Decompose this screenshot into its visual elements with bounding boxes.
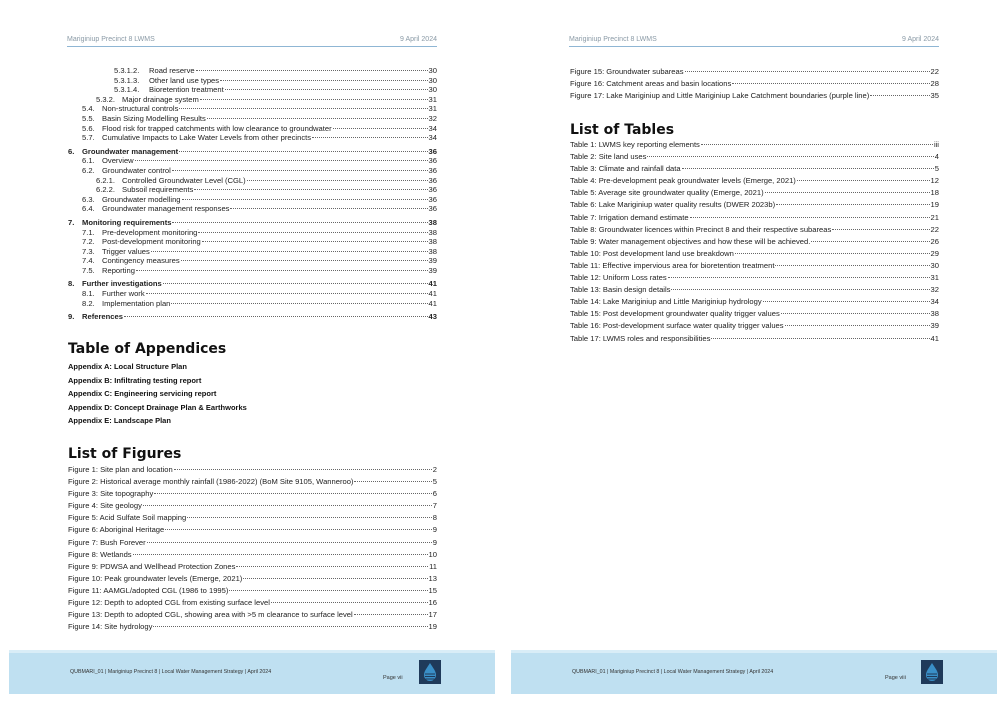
appendix-item[interactable]: Appendix C: Engineering servicing report bbox=[68, 389, 217, 399]
toc-number: 7.4. bbox=[82, 256, 95, 266]
leader-dots bbox=[333, 128, 428, 129]
toc-entry[interactable] bbox=[68, 156, 437, 166]
figure-entry-page: 15 bbox=[428, 585, 437, 595]
table-entry[interactable] bbox=[570, 260, 939, 272]
leader-dots bbox=[354, 614, 428, 615]
figures-heading: List of Figures bbox=[68, 446, 182, 462]
leader-dots bbox=[763, 301, 930, 302]
toc-page: 34 bbox=[428, 123, 437, 133]
toc-page: 38 bbox=[428, 217, 437, 227]
table-entry-title: Table 12: Uniform Loss rates bbox=[570, 273, 667, 283]
table-entry-title: Table 13: Basin design details bbox=[570, 285, 671, 295]
toc-title: Major drainage system bbox=[122, 94, 199, 104]
leader-dots bbox=[194, 189, 427, 190]
toc-page: 31 bbox=[428, 104, 437, 114]
toc-entry[interactable] bbox=[68, 299, 437, 309]
table-entry-title: Table 14: Lake Mariginiup and Little Mariginiup hydrology bbox=[570, 297, 762, 307]
table-entry-page: 34 bbox=[930, 297, 939, 307]
water-drop-logo-icon bbox=[419, 660, 441, 684]
toc-page: 38 bbox=[428, 246, 437, 256]
figure-entry-title: Figure 8: Wetlands bbox=[68, 549, 132, 559]
toc-page: 30 bbox=[428, 75, 437, 85]
leader-dots bbox=[225, 89, 428, 90]
toc-title: Subsoil requirements bbox=[122, 185, 194, 195]
toc-page: 43 bbox=[428, 312, 437, 322]
table-entry[interactable] bbox=[570, 236, 939, 248]
toc-page: 36 bbox=[428, 156, 437, 166]
toc-entry[interactable] bbox=[68, 312, 437, 322]
leader-dots bbox=[690, 217, 930, 218]
figure-entry[interactable] bbox=[68, 597, 437, 609]
tables-heading: List of Tables bbox=[570, 122, 675, 138]
toc-title: Other land use types bbox=[149, 75, 220, 85]
leader-dots bbox=[247, 180, 428, 181]
table-entry-page: 18 bbox=[930, 188, 939, 198]
tables-section bbox=[570, 122, 939, 345]
leader-dots bbox=[870, 95, 929, 96]
header-date: 9 April 2024 bbox=[902, 36, 939, 43]
leader-dots bbox=[271, 602, 428, 603]
appendix-item[interactable]: Appendix A: Local Structure Plan bbox=[68, 362, 187, 371]
toc-entry[interactable] bbox=[68, 114, 437, 124]
figure-entry-page: 16 bbox=[428, 598, 437, 608]
figure-entry[interactable] bbox=[68, 585, 437, 597]
toc-page: 36 bbox=[428, 175, 437, 185]
toc-entry[interactable] bbox=[68, 247, 437, 257]
figure-entry[interactable] bbox=[570, 78, 939, 90]
toc-title: Controlled Groundwater Level (CGL) bbox=[122, 175, 246, 185]
leader-dots bbox=[682, 168, 934, 169]
figure-entry[interactable] bbox=[68, 488, 437, 500]
toc-title: Further investigations bbox=[82, 279, 162, 289]
leader-dots bbox=[735, 253, 930, 254]
figure-entry-title: Figure 16: Catchment areas and basin locations bbox=[570, 79, 732, 89]
toc-title: Reporting bbox=[102, 265, 135, 275]
table-entry[interactable] bbox=[570, 308, 939, 320]
figure-entry-title: Figure 2: Historical average monthly rainfall (1986-2022) (BoM Site 9105, Wanneroo) bbox=[68, 477, 354, 487]
toc-page: 31 bbox=[428, 94, 437, 104]
toc-entry[interactable] bbox=[68, 66, 437, 76]
leader-dots bbox=[136, 270, 428, 271]
table-entry[interactable] bbox=[570, 212, 939, 224]
figure-entry-page: 5 bbox=[432, 477, 437, 487]
figure-entry-title: Figure 9: PDWSA and Wellhead Protection Zones bbox=[68, 561, 236, 571]
figure-entry-title: Figure 12: Depth to adopted CGL from existing surface level bbox=[68, 598, 270, 608]
table-entry-title: Table 3: Climate and rainfall data bbox=[570, 164, 681, 174]
figure-entry[interactable] bbox=[68, 561, 437, 573]
leader-dots bbox=[133, 554, 428, 555]
toc-entry[interactable] bbox=[68, 228, 437, 238]
toc-entry[interactable] bbox=[68, 218, 437, 228]
toc-page: 39 bbox=[428, 265, 437, 275]
footer-text: QUBMARI_01 | Mariginiup Precinct 8 | Local Water Management Strategy | April 2024 bbox=[572, 669, 774, 675]
toc-entry[interactable] bbox=[68, 237, 437, 247]
figure-entry-page: 10 bbox=[428, 549, 437, 559]
table-entry[interactable] bbox=[570, 333, 939, 345]
toc-page: 41 bbox=[428, 298, 437, 308]
figure-entry-page: 28 bbox=[930, 79, 939, 89]
toc-number: 7.1. bbox=[82, 227, 95, 237]
figure-entry[interactable] bbox=[68, 464, 437, 476]
toc-page: 41 bbox=[428, 279, 437, 289]
appendices-section bbox=[68, 341, 437, 428]
header-title: Mariginiup Precinct 8 LWMS bbox=[67, 36, 155, 43]
figure-entry-title: Figure 17: Lake Mariginiup and Little Mariginiup Lake Catchment boundaries (purple line) bbox=[570, 91, 870, 101]
table-entry-title: Table 5: Average site groundwater quality (Emerge, 2021) bbox=[570, 188, 764, 198]
table-of-contents bbox=[68, 66, 437, 322]
leader-dots bbox=[179, 151, 427, 152]
toc-number: 5.6. bbox=[82, 123, 95, 133]
leader-dots bbox=[776, 204, 929, 205]
page-footer bbox=[9, 650, 495, 694]
leader-dots bbox=[230, 208, 427, 209]
table-entry-title: Table 2: Site land uses bbox=[570, 152, 647, 162]
toc-number: 5.3.1.4. bbox=[114, 85, 140, 95]
toc-number: 5.4. bbox=[82, 104, 95, 114]
leader-dots bbox=[701, 144, 933, 145]
toc-entry[interactable] bbox=[68, 133, 437, 143]
leader-dots bbox=[187, 517, 432, 518]
table-entry-title: Table 6: Lake Mariginiup water quality results (DWER 2023b) bbox=[570, 200, 776, 210]
figure-entry-page: 35 bbox=[930, 91, 939, 101]
figure-entry[interactable] bbox=[68, 549, 437, 561]
toc-number: 5.7. bbox=[82, 133, 95, 143]
figure-entry[interactable] bbox=[570, 90, 939, 102]
figure-entry-title: Figure 6: Aboriginal Heritage bbox=[68, 525, 165, 535]
figure-entry[interactable] bbox=[68, 476, 437, 488]
leader-dots bbox=[124, 316, 428, 317]
leader-dots bbox=[797, 180, 930, 181]
figure-entry-title: Figure 15: Groundwater subareas bbox=[570, 67, 684, 76]
toc-number: 8.1. bbox=[82, 289, 95, 299]
leader-dots bbox=[151, 251, 428, 252]
figure-entry-title: Figure 10: Peak groundwater levels (Emerge, 2021) bbox=[68, 573, 243, 583]
toc-title: Basin Sizing Modelling Results bbox=[102, 113, 206, 123]
figure-list-continued bbox=[570, 66, 939, 102]
figure-entry-title: Figure 4: Site geology bbox=[68, 501, 142, 511]
toc-title: Further work bbox=[102, 289, 145, 299]
toc-entry[interactable] bbox=[68, 166, 437, 176]
leader-dots bbox=[811, 241, 929, 242]
toc-title: References bbox=[82, 312, 123, 322]
toc-number: 7. bbox=[68, 217, 75, 227]
leader-dots bbox=[229, 590, 427, 591]
figure-entry-page: 13 bbox=[428, 573, 437, 583]
toc-page: 36 bbox=[428, 204, 437, 214]
figures-section bbox=[68, 446, 437, 633]
table-entry[interactable] bbox=[570, 284, 939, 296]
table-entry[interactable] bbox=[570, 199, 939, 211]
leader-dots bbox=[647, 156, 933, 157]
toc-number: 6. bbox=[68, 146, 75, 156]
leader-dots bbox=[146, 293, 428, 294]
figure-entry-title: Figure 7: Bush Forever bbox=[68, 537, 146, 547]
leader-dots bbox=[765, 192, 930, 193]
toc-page: 34 bbox=[428, 133, 437, 143]
leader-dots bbox=[200, 99, 428, 100]
toc-page: 36 bbox=[428, 194, 437, 204]
toc-number: 6.2. bbox=[82, 165, 95, 175]
table-entry-page: iii bbox=[933, 140, 939, 149]
right-page bbox=[502, 0, 1003, 701]
toc-page: 39 bbox=[428, 256, 437, 266]
table-entry-page: 21 bbox=[930, 212, 939, 222]
table-entry-page: 19 bbox=[930, 200, 939, 210]
toc-number: 6.4. bbox=[82, 204, 95, 214]
toc-entry[interactable] bbox=[68, 85, 437, 95]
leader-dots bbox=[202, 241, 428, 242]
figure-entry-page: 17 bbox=[428, 610, 437, 620]
figure-entry[interactable] bbox=[68, 500, 437, 512]
toc-entry[interactable] bbox=[68, 256, 437, 266]
leader-dots bbox=[668, 277, 930, 278]
leader-dots bbox=[182, 199, 428, 200]
figure-entry-page: 22 bbox=[930, 67, 939, 76]
table-entry-page: 4 bbox=[934, 152, 939, 162]
toc-title: Flood risk for trapped catchments with low clearance to groundwater bbox=[102, 123, 332, 133]
leader-dots bbox=[172, 222, 427, 223]
table-list bbox=[570, 139, 939, 345]
figure-entry-title: Figure 14: Site hydrology bbox=[68, 622, 153, 632]
toc-title: Groundwater management bbox=[82, 146, 179, 156]
table-entry[interactable] bbox=[570, 224, 939, 236]
toc-title: Monitoring requirements bbox=[82, 217, 172, 227]
figure-entry[interactable] bbox=[68, 512, 437, 524]
toc-number: 5.3.1.3. bbox=[114, 75, 140, 85]
figure-entry-title: Figure 13: Depth to adopted CGL, showing area with >5 m clearance to surface level bbox=[68, 610, 353, 620]
leader-dots bbox=[196, 70, 428, 71]
leader-dots bbox=[153, 626, 427, 627]
leader-dots bbox=[179, 108, 427, 109]
toc-entry[interactable] bbox=[68, 195, 437, 205]
figure-entry-page: 9 bbox=[432, 525, 437, 535]
toc-title: Groundwater modelling bbox=[102, 194, 181, 204]
toc-entry[interactable] bbox=[68, 76, 437, 86]
leader-dots bbox=[207, 118, 428, 119]
toc-title: Trigger values bbox=[102, 246, 150, 256]
water-drop-logo-icon bbox=[921, 660, 943, 684]
leader-dots bbox=[671, 289, 929, 290]
leader-dots bbox=[354, 481, 431, 482]
leader-dots bbox=[312, 137, 427, 138]
leader-dots bbox=[143, 505, 432, 506]
table-entry-page: 32 bbox=[930, 285, 939, 295]
table-entry-title: Table 16: Post-development surface water quality trigger values bbox=[570, 321, 784, 331]
table-entry[interactable] bbox=[570, 163, 939, 175]
table-entry[interactable] bbox=[570, 320, 939, 332]
figure-entry-page: 6 bbox=[432, 489, 437, 499]
table-entry[interactable] bbox=[570, 248, 939, 260]
leader-dots bbox=[165, 529, 432, 530]
figure-entry-page: 7 bbox=[432, 501, 437, 511]
toc-page: 32 bbox=[428, 113, 437, 123]
table-entry-title: Table 11: Effective impervious area for bioretention treatment bbox=[570, 260, 775, 270]
toc-title: Overview bbox=[102, 156, 134, 166]
figure-list bbox=[68, 464, 437, 633]
toc-entry[interactable] bbox=[68, 204, 437, 214]
toc-entry[interactable] bbox=[68, 279, 437, 289]
toc-page: 36 bbox=[428, 165, 437, 175]
table-entry-page: 12 bbox=[930, 176, 939, 186]
page-header bbox=[569, 36, 939, 47]
table-entry[interactable] bbox=[570, 151, 939, 163]
toc-entry[interactable] bbox=[68, 124, 437, 134]
table-entry-page: 39 bbox=[930, 321, 939, 331]
appendix-list bbox=[68, 360, 437, 428]
figure-entry-title: Figure 5: Acid Sulfate Soil mapping bbox=[68, 513, 187, 523]
table-entry-page: 5 bbox=[934, 164, 939, 174]
leader-dots bbox=[163, 283, 428, 284]
leader-dots bbox=[236, 566, 428, 567]
table-entry-title: Table 17: LWMS roles and responsibilities bbox=[570, 333, 711, 343]
leader-dots bbox=[171, 303, 427, 304]
toc-number: 9. bbox=[68, 312, 75, 322]
toc-number: 5.3.1.2. bbox=[114, 66, 140, 75]
appendices-heading: Table of Appendices bbox=[68, 341, 227, 357]
toc-page: 38 bbox=[428, 237, 437, 247]
toc-number: 7.5. bbox=[82, 265, 95, 275]
toc-entry[interactable] bbox=[68, 185, 437, 195]
leader-dots bbox=[685, 71, 930, 72]
toc-page: 30 bbox=[428, 85, 437, 95]
toc-entry[interactable] bbox=[68, 176, 437, 186]
leader-dots bbox=[172, 170, 428, 171]
figure-entry-title: Figure 3: Site topography bbox=[68, 489, 154, 499]
figure-entry[interactable] bbox=[68, 573, 437, 585]
leader-dots bbox=[154, 493, 431, 494]
toc-entry[interactable] bbox=[68, 95, 437, 105]
toc-page: 38 bbox=[428, 227, 437, 237]
toc-number: 8. bbox=[68, 279, 75, 289]
table-entry[interactable] bbox=[570, 187, 939, 199]
table-entry-page: 30 bbox=[930, 260, 939, 270]
appendix-item[interactable]: Appendix E: Landscape Plan bbox=[68, 416, 171, 426]
left-page bbox=[0, 0, 501, 701]
table-entry-page: 31 bbox=[930, 273, 939, 283]
toc-number: 6.2.2. bbox=[96, 185, 115, 195]
table-entry[interactable] bbox=[570, 175, 939, 187]
table-entry-title: Table 1: LWMS key reporting elements bbox=[570, 140, 700, 149]
toc-entry[interactable] bbox=[68, 289, 437, 299]
toc-number: 6.1. bbox=[82, 156, 95, 166]
figure-entry[interactable] bbox=[68, 609, 437, 621]
footer-text: QUBMARI_01 | Mariginiup Precinct 8 | Local Water Management Strategy | April 2024 bbox=[70, 669, 272, 675]
toc-entry[interactable] bbox=[68, 266, 437, 276]
toc-title: Groundwater management responses bbox=[102, 204, 230, 214]
page-number: Page viii bbox=[885, 675, 906, 681]
table-entry-page: 29 bbox=[930, 248, 939, 258]
toc-number: 6.3. bbox=[82, 194, 95, 204]
table-entry-title: Table 7: Irrigation demand estimate bbox=[570, 212, 689, 222]
toc-title: Non-structural controls bbox=[102, 104, 179, 114]
table-entry[interactable] bbox=[570, 296, 939, 308]
toc-title: Cumulative Impacts to Lake Water Levels from other precincts bbox=[102, 133, 312, 143]
toc-page: 36 bbox=[428, 185, 437, 195]
figure-entry-page: 2 bbox=[432, 465, 437, 474]
figure-entry[interactable] bbox=[570, 66, 939, 78]
figure-entry-title: Figure 11: AAMGL/adopted CGL (1986 to 1995) bbox=[68, 585, 229, 595]
toc-number: 6.2.1. bbox=[96, 175, 115, 185]
header-date: 9 April 2024 bbox=[400, 36, 437, 43]
table-entry-title: Table 4: Pre-development peak groundwater levels (Emerge, 2021) bbox=[570, 176, 796, 186]
page-header bbox=[67, 36, 437, 47]
figure-entry-page: 9 bbox=[432, 537, 437, 547]
leader-dots bbox=[135, 160, 428, 161]
toc-title: Post-development monitoring bbox=[102, 237, 201, 247]
leader-dots bbox=[711, 338, 929, 339]
leader-dots bbox=[732, 83, 929, 84]
toc-page: 41 bbox=[428, 289, 437, 299]
table-entry-page: 26 bbox=[930, 236, 939, 246]
leader-dots bbox=[785, 325, 930, 326]
leader-dots bbox=[174, 469, 432, 470]
figure-entry[interactable] bbox=[68, 621, 437, 633]
figure-entry[interactable] bbox=[68, 537, 437, 549]
leader-dots bbox=[181, 260, 428, 261]
table-entry-title: Table 15: Post development groundwater quality trigger values bbox=[570, 309, 780, 319]
leader-dots bbox=[775, 265, 929, 266]
table-entry-page: 38 bbox=[930, 309, 939, 319]
leader-dots bbox=[243, 578, 427, 579]
toc-page: 36 bbox=[428, 146, 437, 156]
header-title: Mariginiup Precinct 8 LWMS bbox=[569, 36, 657, 43]
toc-number: 8.2. bbox=[82, 298, 95, 308]
figure-entry[interactable] bbox=[68, 524, 437, 536]
leader-dots bbox=[832, 229, 929, 230]
page-footer bbox=[511, 650, 997, 694]
table-entry[interactable] bbox=[570, 139, 939, 151]
appendix-item[interactable]: Appendix D: Concept Drainage Plan & Earthworks bbox=[68, 402, 247, 412]
page-number: Page vii bbox=[383, 675, 403, 681]
leader-dots bbox=[198, 232, 427, 233]
toc-number: 5.5. bbox=[82, 113, 95, 123]
leader-dots bbox=[220, 80, 427, 81]
figure-entry-title: Figure 1: Site plan and location bbox=[68, 465, 173, 474]
toc-page: 30 bbox=[428, 66, 437, 75]
toc-number: 7.3. bbox=[82, 246, 95, 256]
table-entry-title: Table 9: Water management objectives and how these will be achieved. bbox=[570, 236, 811, 246]
toc-title: Bioretention treatment bbox=[149, 85, 224, 95]
table-entry-page: 41 bbox=[930, 333, 939, 343]
table-entry-title: Table 8: Groundwater licences within Precinct 8 and their respective subareas bbox=[570, 224, 832, 234]
table-entry-title: Table 10: Post development land use breakdown bbox=[570, 248, 734, 258]
toc-title: Contingency measures bbox=[102, 256, 180, 266]
figure-entry-page: 11 bbox=[429, 561, 437, 571]
toc-entry[interactable] bbox=[68, 147, 437, 157]
toc-number: 5.3.2. bbox=[96, 94, 115, 104]
toc-entry[interactable] bbox=[68, 104, 437, 114]
figure-entry-page: 8 bbox=[432, 513, 437, 523]
toc-title: Road reserve bbox=[149, 66, 195, 75]
leader-dots bbox=[147, 542, 432, 543]
table-entry-page: 22 bbox=[930, 224, 939, 234]
leader-dots bbox=[781, 313, 930, 314]
figure-entry-page: 19 bbox=[428, 622, 437, 632]
appendix-item[interactable]: Appendix B: Infiltrating testing report bbox=[68, 375, 202, 385]
toc-title: Pre-development monitoring bbox=[102, 227, 198, 237]
toc-title: Implementation plan bbox=[102, 298, 171, 308]
toc-number: 7.2. bbox=[82, 237, 95, 247]
toc-title: Groundwater control bbox=[102, 165, 171, 175]
table-entry[interactable] bbox=[570, 272, 939, 284]
